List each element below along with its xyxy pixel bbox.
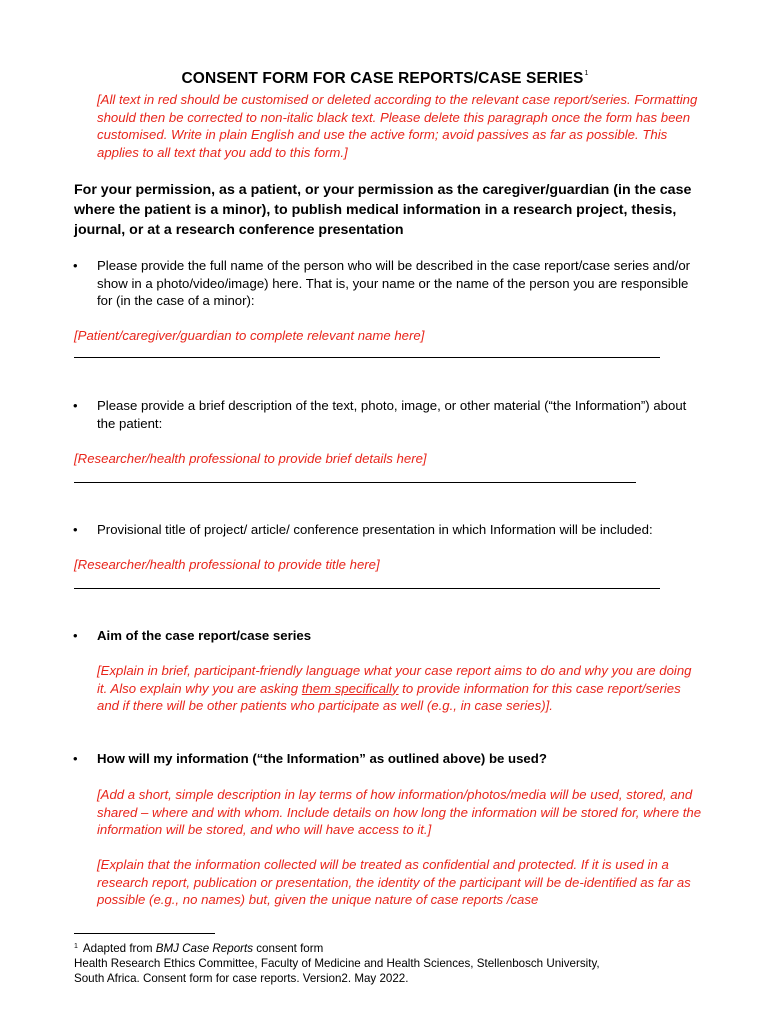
bullet-icon: • <box>73 628 78 643</box>
title-question: Provisional title of project/ article/ conference presentation in which Information will be included: <box>97 522 653 537</box>
footnote-suffix: consent form <box>253 942 324 955</box>
aim-note-underlined: them specifically <box>301 680 399 696</box>
bullet-icon: • <box>73 398 78 413</box>
bullet-icon: • <box>73 751 78 766</box>
full-name-question: Please provide the full name of the person who will be described in the case report/case series and/or show in a photo/video/image) here. That is, your name or the name of the person you are responsible for (in the case of a minor): <box>97 258 691 308</box>
title-footnote-mark: 1 <box>584 70 589 77</box>
full-name-answer-line[interactable] <box>74 357 660 358</box>
form-title-text: CONSENT FORM FOR CASE REPORTS/CASE SERIES <box>181 70 584 87</box>
aim-note-before: [Explain in brief, participant-friendly language what your case report aims to do and why you are doing it. Also explain why you are asking <box>97 663 692 696</box>
footnote-separator <box>74 933 215 934</box>
aim-instruction-note <box>97 662 697 715</box>
usage-instruction-note: [Add a short, simple description in lay terms of how information/photos/media will be used, stored, and shared – where and with whom. Include details on how long the information will be stored for, where the information will be stored, and who will have access to it.] <box>97 787 702 837</box>
bullet-icon: • <box>73 258 78 273</box>
footnote-prefix: Adapted from <box>82 942 156 955</box>
footnote-source: BMJ Case Reports <box>155 942 254 955</box>
description-question: Please provide a brief description of the text, photo, image, or other material (“the Information”) about the patient: <box>97 398 687 431</box>
bullet-icon: • <box>73 522 78 537</box>
confidentiality-instruction-note: [Explain that the information collected will be treated as confidential and protected. If it is used in a research report, publication or presentation, the identity of the participant will be de-identified as far as possible (e.g., no names) but, given the unique nature of case reports /case <box>97 857 691 907</box>
form-title <box>0 70 770 88</box>
title-prompt: [Researcher/health professional to provide title here] <box>74 557 380 572</box>
usage-heading: How will my information (“the Information” as outlined above) be used? <box>97 751 547 766</box>
permission-heading: For your permission, as a patient, or your permission as the caregiver/guardian (in the case where the patient is a minor), to publish medical information in a research project, thesis, journal, or at a research conference presentation <box>74 182 692 238</box>
footnote-mark: 1 <box>74 943 78 950</box>
aim-heading: Aim of the case report/case series <box>97 628 312 643</box>
description-answer-line[interactable] <box>74 482 636 483</box>
footnote-line-2: Health Research Ethics Committee, Faculty of Medicine and Health Sciences, Stellenbosch University, <box>74 957 600 970</box>
aim-note-after: to provide information for this case report/series and if there will be other patients who participate as well (e.g., in case series)]. <box>97 680 681 713</box>
footnote-line-1 <box>74 939 714 956</box>
full-name-prompt: [Patient/caregiver/guardian to complete relevant name here] <box>74 328 425 343</box>
intro-instruction-note: [All text in red should be customised or deleted according to the relevant case report/series. Formatting should then be corrected to non-italic black text. Please delete this paragraph once the form has been customised. Write in plain English and use the active form; avoid passives as far as possible. This applies to all text that you add to this form.] <box>97 92 698 160</box>
footnote <box>74 939 714 986</box>
description-prompt: [Researcher/health professional to provide brief details here] <box>74 451 427 466</box>
footnote-line-3: South Africa. Consent form for case reports. Version2. May 2022. <box>74 972 409 985</box>
title-answer-line[interactable] <box>74 588 660 589</box>
